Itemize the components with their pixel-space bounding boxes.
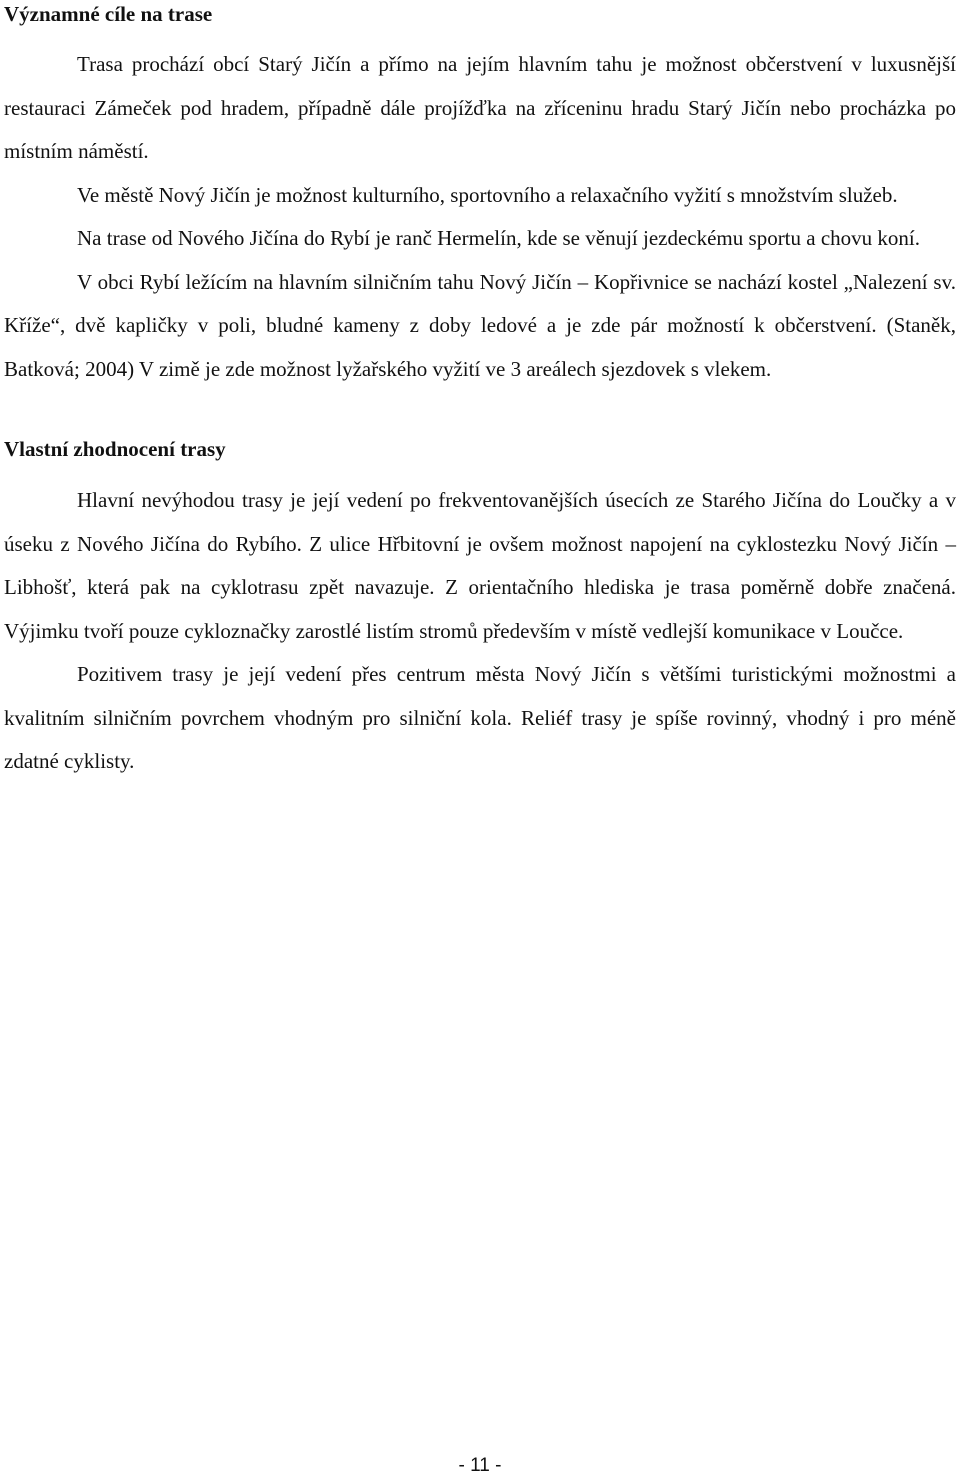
paragraph: Pozitivem trasy je její vedení přes centrum města Nový Jičín s většími turistickými možnostmi a kvalitním silničním povrchem vhodným pro silniční kola. Reliéf trasy je spíše rovinný, vhodný i pro méně zdatné cyklisty. [4,662,956,773]
section-body [4,43,956,391]
section-notable-destinations [4,0,956,391]
section-route-evaluation [4,435,956,784]
paragraph: Ve městě Nový Jičín je možnost kulturního, sportovního a relaxačního vyžití s množstvím služeb. [77,182,898,207]
section-body [4,479,956,784]
section-heading: Významné cíle na trase [4,2,213,26]
paragraph: Na trase od Nového Jičína do Rybí je ranč Hermelín, kde se věnují jezdeckému sportu a chovu koní. [77,226,920,250]
paragraph: Hlavní nevýhodou trasy je její vedení po frekventovanějších úsecích ze Starého Jičína do Loučky a v úseku z Nového Jičína do Rybího. Z ulice Hřbitovní je ovšem možnost napojení na cyklostezku Nový Jičín – Libhošť, která pak na cyklotrasu zpět navazuje. Z orientačního hlediska je trasa poměrně dobře značená. Výjimku tvoří pouze cykloznačky zarostlé listím stromů především v místě vedlejší komunikace v Loučce. [4,488,956,643]
section-heading: Vlastní zhodnocení trasy [4,437,226,461]
paragraph: Trasa prochází obcí Starý Jičín a přímo na jejím hlavním tahu je možnost občerstvení v luxusnější restauraci Zámeček pod hradem, případně dále projížďka na zříceninu hradu Starý Jičín nebo procházka po místním náměstí. [4,52,956,163]
paragraph: V obci Rybí ležícím na hlavním silničním tahu Nový Jičín – Kopřivnice se nachází kostel „Nalezení sv. Kříže“, dvě kapličky v poli, bludné kameny z doby ledové a je zde pár možností k občerstvení. (Staněk, Batková; 2004) V zimě je zde možnost lyžařského vyžití ve 3 areálech sjezdovek s vlekem. [4,269,956,381]
page-number: - 11 - [458,1455,502,1476]
